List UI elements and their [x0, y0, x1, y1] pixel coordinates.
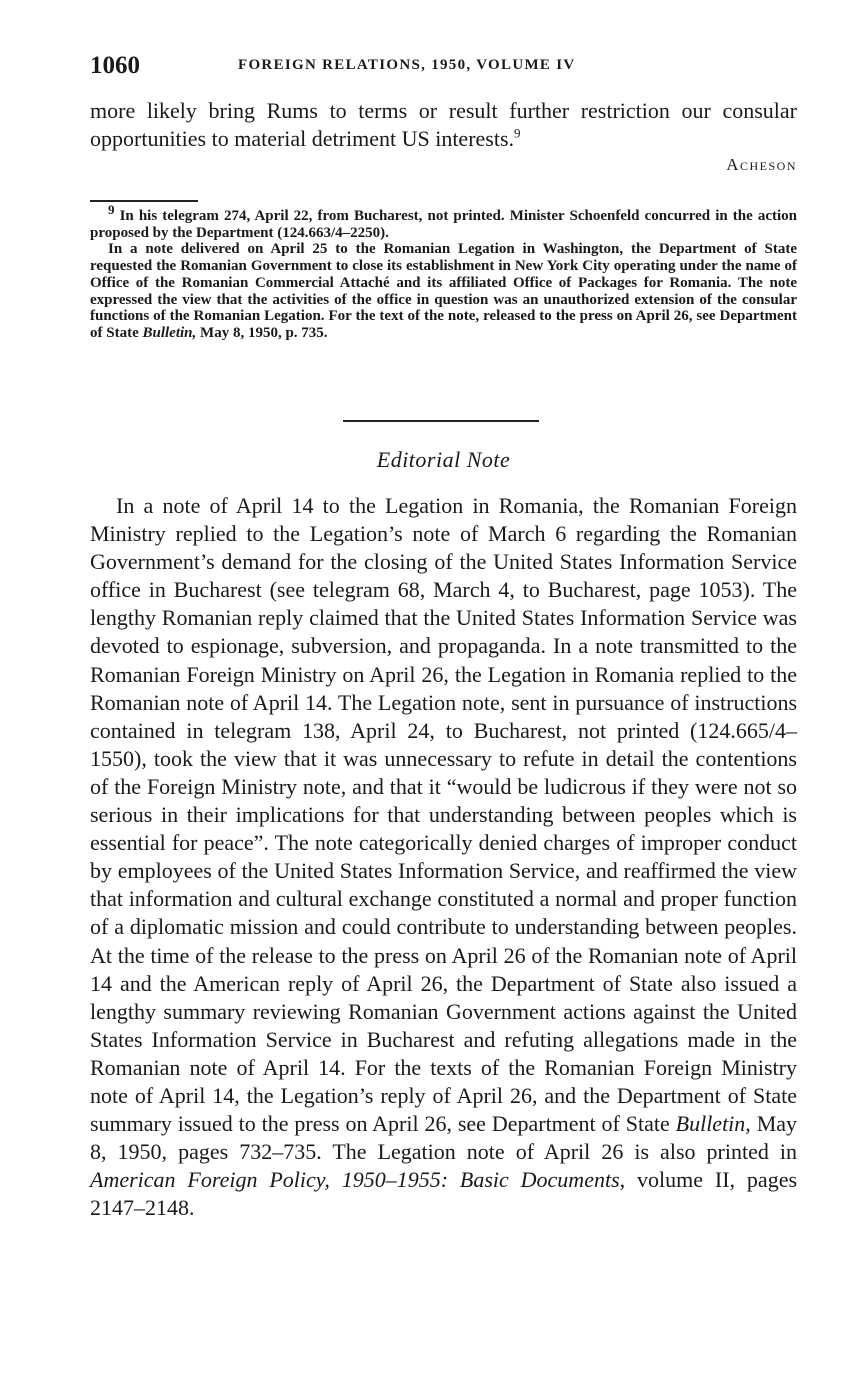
- continuation-paragraph: [90, 97, 797, 153]
- editorial-body-main: In a note of April 14 to the Legation in Romania, the Romanian Foreign Ministry replied to the Legation’s note of March 6 regarding the Romanian Government’s demand for the closing of the United States Information Service office in Bucharest (see telegram 68, March 4, to Bucharest, page 1053). The lengthy Romanian reply claimed that the United States Information Service was devoted to espionage, subversion, and propaganda. In a note transmitted to the Romanian Foreign Ministry on April 26, the Legation in Romania replied to the Romanian note of April 14. The Legation note, sent in pursuance of instructions contained in telegram 138, April 24, to Bucharest, not printed (124.665/4–1550), took the view that it was unnecessary to refute in detail the contentions of the Foreign Ministry note, and that it “would be ludicrous if they were not so serious in their implications for that understanding between peoples which is essential for peace”. The note categorically denied charges of improper conduct by employees of the United States Information Service, and reaffirmed the view that information and cultural exchange constituted a normal and proper function of a diplomatic mission and could contribute to understanding between peoples. At the time of the release to the press on April 26 of the Romanian note of April 14 and the American reply of April 26, the Department of State also issued a lengthy summary reviewing Romanian Government actions against the United States Information Service in Bucharest and refuting allegations made in the Romanian note of April 14. For the texts of the Romanian Foreign Ministry note of April 14, the Legation’s reply of April 26, and the Department of State summary issued to the press on April 26, see Department of State: [90, 493, 797, 1137]
- editorial-body-mid: May 8, 1950, pages 732–735. The Legation note of April 26 is also printed in: [90, 1111, 798, 1165]
- section-divider: [343, 420, 539, 422]
- footnote-marker: 9: [108, 202, 115, 217]
- footnotes: [90, 202, 798, 342]
- page-header: [90, 52, 795, 82]
- editorial-note-title: Editorial Note: [376, 447, 511, 472]
- editorial-body-italic-policy: American Foreign Policy, 1950–1955: Basic Documents,: [90, 1167, 626, 1193]
- editorial-body-italic-bulletin: Bulletin,: [675, 1111, 751, 1137]
- footnote-second-text: In a note delivered on April 25 to the Romanian Legation in Washington, the Department of State requested the Romanian Government to close its establishment in New York City operating under the name of Office of the Romanian Commercial Attaché and its affiliated Office of Packages for Romania. The note expressed the view that the activities of the office in question was an unauthorized extension of the consular functions of the Romanian Legation. For the text of the note, released to the press on April 26, see Department of State: [90, 241, 797, 341]
- running-head: FOREIGN RELATIONS, 1950, VOLUME IV: [238, 57, 576, 73]
- footnote-second-tail: May 8, 1950, p. 735.: [200, 324, 328, 341]
- footnote-second-italic: Bulletin,: [142, 324, 197, 341]
- footnote-reference: 9: [514, 125, 521, 141]
- page-number: 1060: [90, 52, 140, 79]
- continuation-text: more likely bring Rums to terms or result further restriction our consular opportunities to material detriment US interests.: [90, 98, 797, 151]
- footnote-divider: [90, 200, 198, 202]
- editorial-note-body: [90, 492, 797, 1222]
- editorial-body-tail: volume II, pages 2147–2148.: [90, 1167, 798, 1221]
- footnote-first: In his telegram 274, April 22, from Bucharest, not printed. Minister Schoenfeld concurred in the action proposed by the Department (124.663/4–2250).: [90, 208, 798, 241]
- signature: Acheson: [726, 155, 797, 174]
